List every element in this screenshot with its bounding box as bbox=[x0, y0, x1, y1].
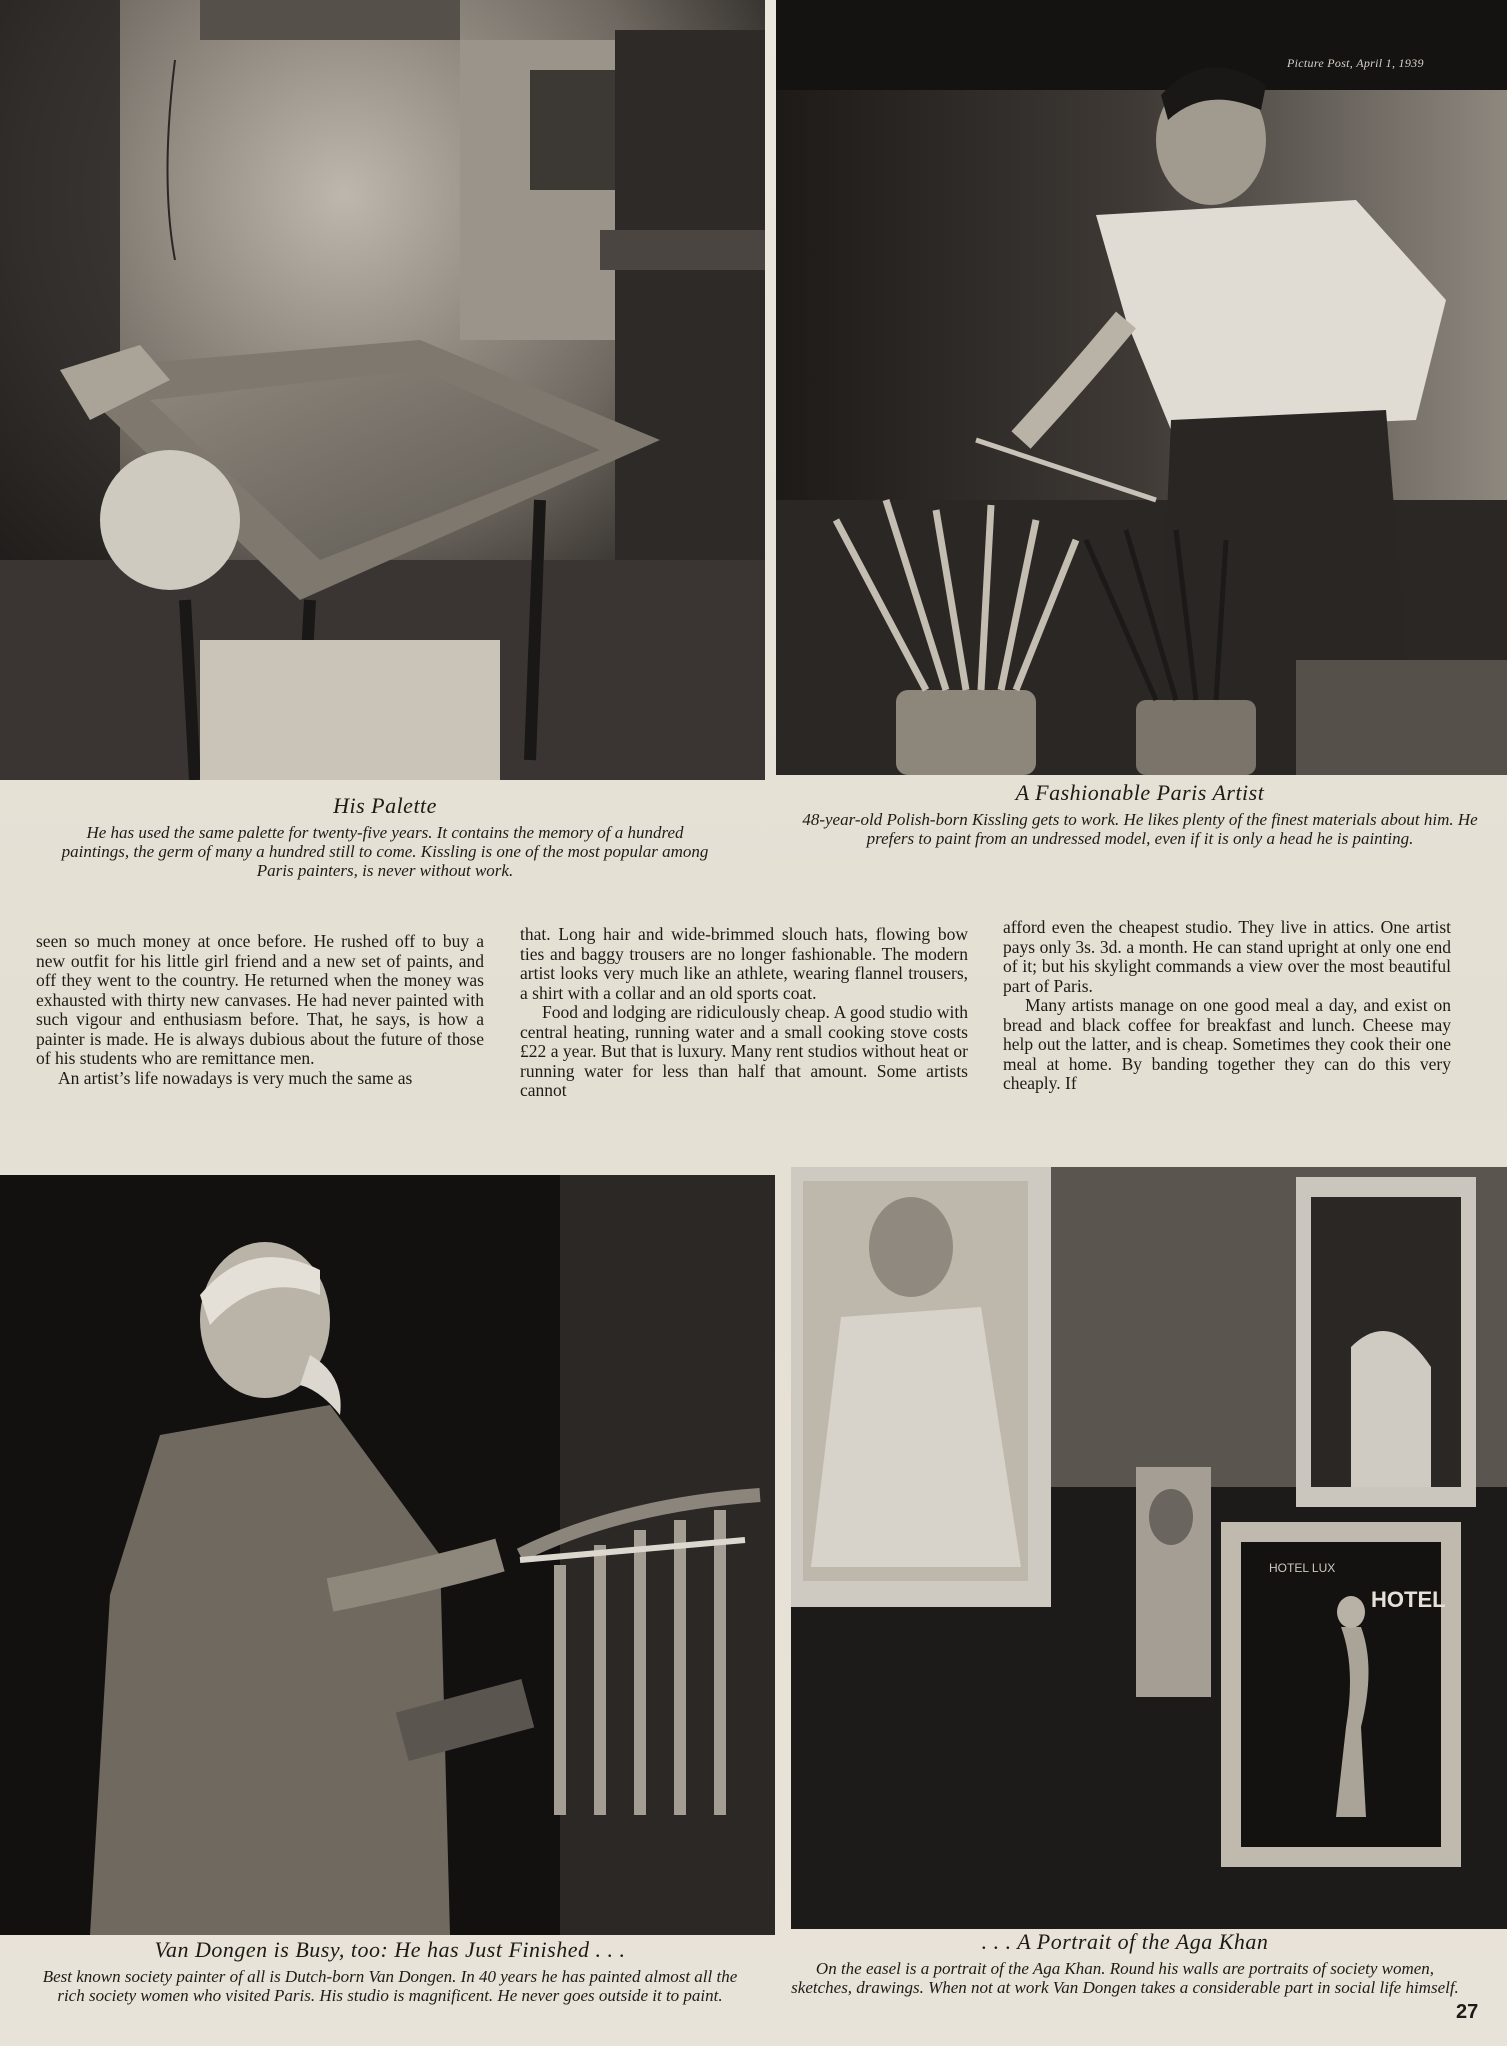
kissling-caption-title: A Fashionable Paris Artist bbox=[1015, 780, 1265, 805]
column-1-paragraph-2: An artist’s life nowadays is very much the same as bbox=[58, 1067, 413, 1088]
palette-photo bbox=[0, 0, 765, 780]
article-column-1 bbox=[36, 932, 484, 1088]
hotel-sign-text: HOTEL bbox=[1371, 1587, 1446, 1612]
palette-caption-title: His Palette bbox=[333, 793, 437, 818]
kissling-caption bbox=[790, 780, 1490, 848]
aga-khan-caption bbox=[790, 1929, 1460, 1997]
palette-caption-body: He has used the same palette for twenty-five years. It contains the memory of a hundred paintings, the germ of many a hundred still to come. Kissling is one of the most popular among Paris painters, is never without work. bbox=[61, 823, 709, 880]
aga-khan-caption-body: On the easel is a portrait of the Aga Khan. Round his walls are portraits of society women, sketches, drawings. When not at work Van Dongen takes a considerable part in social life himself. bbox=[791, 1959, 1459, 1997]
kissling-photo-image bbox=[776, 0, 1507, 775]
aga-khan-caption-title: . . . A Portrait of the Aga Khan bbox=[981, 1929, 1269, 1954]
column-2-paragraph-2: Food and lodging are ridiculously cheap. A good studio with central heating, running water and a small cooking stove costs £22 a year. But that is luxury. Many rent studios without heat or running water for less than half that amount. Some artists cannot bbox=[520, 1002, 968, 1100]
page-number: 27 bbox=[1456, 2001, 1479, 2023]
aga-khan-portrait-photo bbox=[791, 1167, 1507, 1929]
kissling-caption-body: 48-year-old Polish-born Kissling gets to work. He likes plenty of the finest materials about him. He prefers to paint from an undressed model, even if it is only a head he is painting. bbox=[802, 810, 1478, 848]
van-dongen-photo bbox=[0, 1175, 775, 1935]
column-3-paragraph-2: Many artists manage on one good meal a day, and exist on bread and black coffee for breakfast and lunch. Cheese may help out the latter, and is cheap. Sometimes they cook their one meal at home. By banding together they can do this very cheaply. If bbox=[1003, 995, 1451, 1093]
palette-caption bbox=[55, 793, 715, 880]
palette-photo-image bbox=[0, 0, 765, 780]
column-1-paragraph-1: seen so much money at once before. He rushed off to buy a new outfit for his little girl friend and a new set of paints, and off they went to the country. He returned when the money was exhausted with thirty new canvases. He had never painted with such vigour and enthusiasm before. That, he says, is how a painter is made. He is always dubious about the future of those of his students who are remittance men. bbox=[36, 931, 484, 1068]
article-column-2 bbox=[520, 925, 968, 1101]
kissling-photo bbox=[776, 0, 1507, 775]
column-2-paragraph-1: that. Long hair and wide-brimmed slouch hats, flowing bow ties and baggy trousers are no longer fashionable. The modern artist looks very much like an athlete, wearing flannel trousers, a shirt with a collar and an old sports coat. bbox=[520, 924, 968, 1003]
hotel-lux-text: HOTEL LUX bbox=[1269, 1561, 1336, 1575]
article-column-3 bbox=[1003, 918, 1451, 1094]
column-3-paragraph-1: afford even the cheapest studio. They live in attics. One artist pays only 3s. 3d. a month. He can stand upright at only one end of it; but his skylight commands a view over the most beautiful part of Paris. bbox=[1003, 917, 1451, 996]
van-dongen-caption-body: Best known society painter of all is Dutch-born Van Dongen. In 40 years he has painted almost all the rich society women who visited Paris. His studio is magnificent. He never goes outside it to paint. bbox=[42, 1967, 738, 2005]
aga-khan-portrait-photo-image bbox=[791, 1167, 1507, 1929]
van-dongen-caption-title: Van Dongen is Busy, too: He has Just Finished . . . bbox=[154, 1937, 626, 1962]
van-dongen-photo-image bbox=[0, 1175, 775, 1935]
publication-credit: Picture Post, April 1, 1939 bbox=[1287, 56, 1424, 70]
van-dongen-caption bbox=[40, 1937, 740, 2005]
